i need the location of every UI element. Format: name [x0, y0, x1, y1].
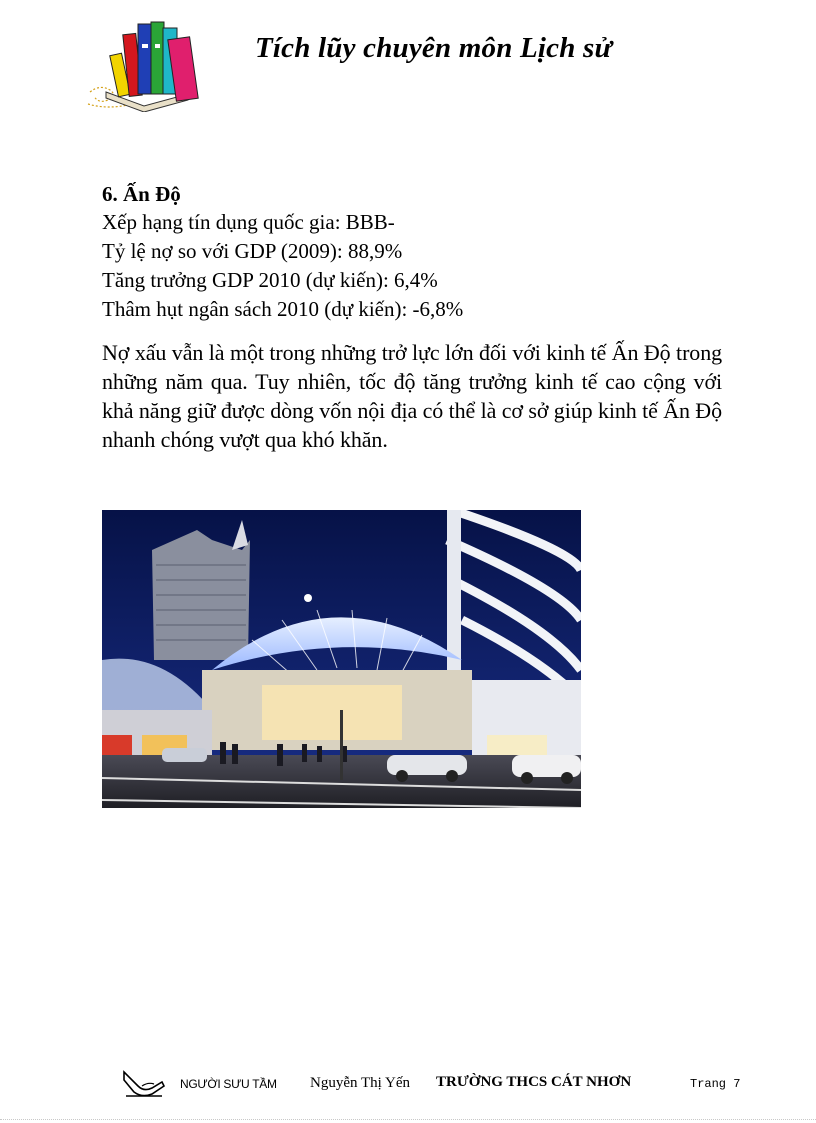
section-heading: 6. Ấn Độ — [102, 182, 181, 206]
books-icon — [84, 14, 206, 112]
quill-hand-icon — [122, 1068, 166, 1098]
school-name: TRƯỜNG THCS CÁT NHƠN — [436, 1074, 632, 1090]
debt-to-gdp-line: Tỷ lệ nợ so với GDP (2009): 88,9% — [102, 239, 403, 263]
page-edge-divider — [0, 1119, 816, 1120]
night-shopping-center-photo — [102, 510, 581, 808]
author-name: Nguyễn Thị Yến — [310, 1075, 410, 1091]
collector-label: NGƯỜI SƯU TẦM — [180, 1077, 277, 1091]
credit-rating-line: Xếp hạng tín dụng quốc gia: BBB- — [102, 210, 395, 234]
gdp-growth-line: Tăng trưởng GDP 2010 (dự kiến): 6,4% — [102, 268, 438, 292]
body-paragraph: Nợ xấu vẫn là một trong những trở lực lớn đối với kinh tế Ấn Độ trong những năm qua. Tuy nhiên, tốc độ tăng trưởng kinh tế cao cộng với khả năng giữ được dòng vốn nội địa có thể là cơ sở giúp kinh tế Ấn Độ nhanh chóng vượt qua khó khăn. — [102, 340, 722, 452]
article-section — [102, 181, 742, 454]
page-title: Tích lũy chuyên môn Lịch sử — [255, 32, 613, 64]
budget-deficit-line: Thâm hụt ngân sách 2010 (dự kiến): -6,8% — [102, 297, 464, 321]
page-number: Trang 7 — [690, 1077, 741, 1091]
page-footer — [0, 1068, 816, 1104]
